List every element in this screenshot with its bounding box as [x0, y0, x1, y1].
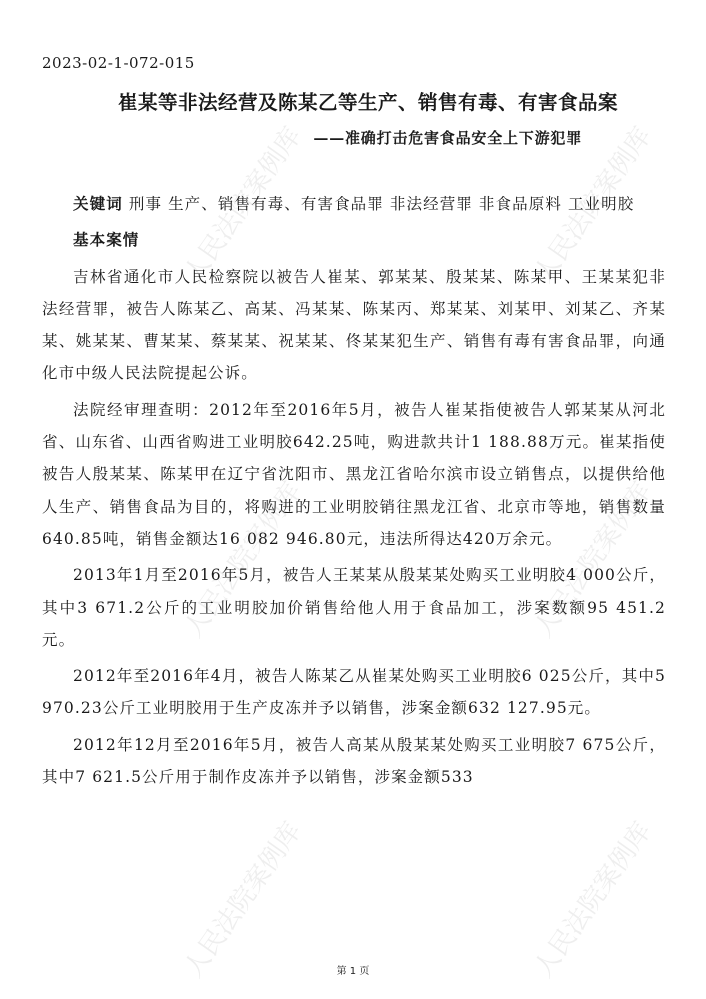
paragraph: 2013年1月至2016年5月，被告人王某某从殷某某处购买工业明胶4 000公斤，其中3 671.2公斤的工业明胶加价销售给他人用于食品加工，涉案数额95 451.2元。: [42, 566, 666, 649]
document-title: 崔某等非法经营及陈某乙等生产、销售有毒、有害食品案: [117, 91, 618, 114]
document-subtitle: ——准确打击危害食品安全上下游犯罪: [313, 129, 582, 147]
watermark: 人民法院案例库: [528, 121, 658, 289]
watermark: 人民法院案例库: [528, 476, 658, 644]
paragraph: 吉林省通化市人民检察院以被告人崔某、郭某某、殷某某、陈某甲、王某某犯非法经营罪，被告人陈某乙、高某、冯某某、陈某丙、郑某某、刘某甲、刘某乙、齐某某、姚某某、曹某某、蔡某某、祝某某、佟某某犯生产、销售有毒有害食品罪，向通化市中级人民法院提起公诉。: [42, 267, 666, 383]
watermark: 人民法院案例库: [528, 816, 658, 984]
keywords-text: 刑事 生产、销售有毒、有害食品罪 非法经营罪 非食品原料 工业明胶: [122, 195, 635, 213]
watermark: 人民法院案例库: [178, 816, 308, 984]
paragraph: 法院经审理查明：2012年至2016年5月，被告人崔某指使被告人郭某某从河北省、山东省、山西省购进工业明胶642.25吨，购进款共计1 188.88万元。崔某指使被告人殷某某、陈某甲在辽宁省沈阳市、黑龙江省哈尔滨市设立销售点，以提供给他人生产、销售食品为目的，将购进的工业明胶销往黑龙江省、北京市等地，销售数量640.85吨，销售金额达16 082 946.80元，违法所得达420万余元。: [42, 400, 666, 548]
section-heading: 基本案情: [73, 231, 140, 250]
document-body: [42, 188, 666, 793]
watermark: 人民法院案例库: [178, 121, 308, 289]
page-footer: 第 1 页: [336, 966, 370, 977]
watermark: 人民法院案例库: [178, 476, 308, 644]
keywords-label: 关键词: [73, 195, 123, 213]
paragraph: 2012年12月至2016年5月，被告人高某从殷某某处购买工业明胶7 675公斤，其中7 621.5公斤用于制作皮冻并予以销售，涉案金额533: [42, 735, 666, 787]
keywords-line: [42, 188, 666, 220]
case-number: 2023-02-1-072-015: [42, 54, 195, 72]
paragraph: 2012年至2016年4月，被告人陈某乙从崔某处购买工业明胶6 025公斤，其中5 970.23公斤工业明胶用于生产皮冻并予以销售，涉案金额632 127.95元。: [42, 667, 666, 718]
